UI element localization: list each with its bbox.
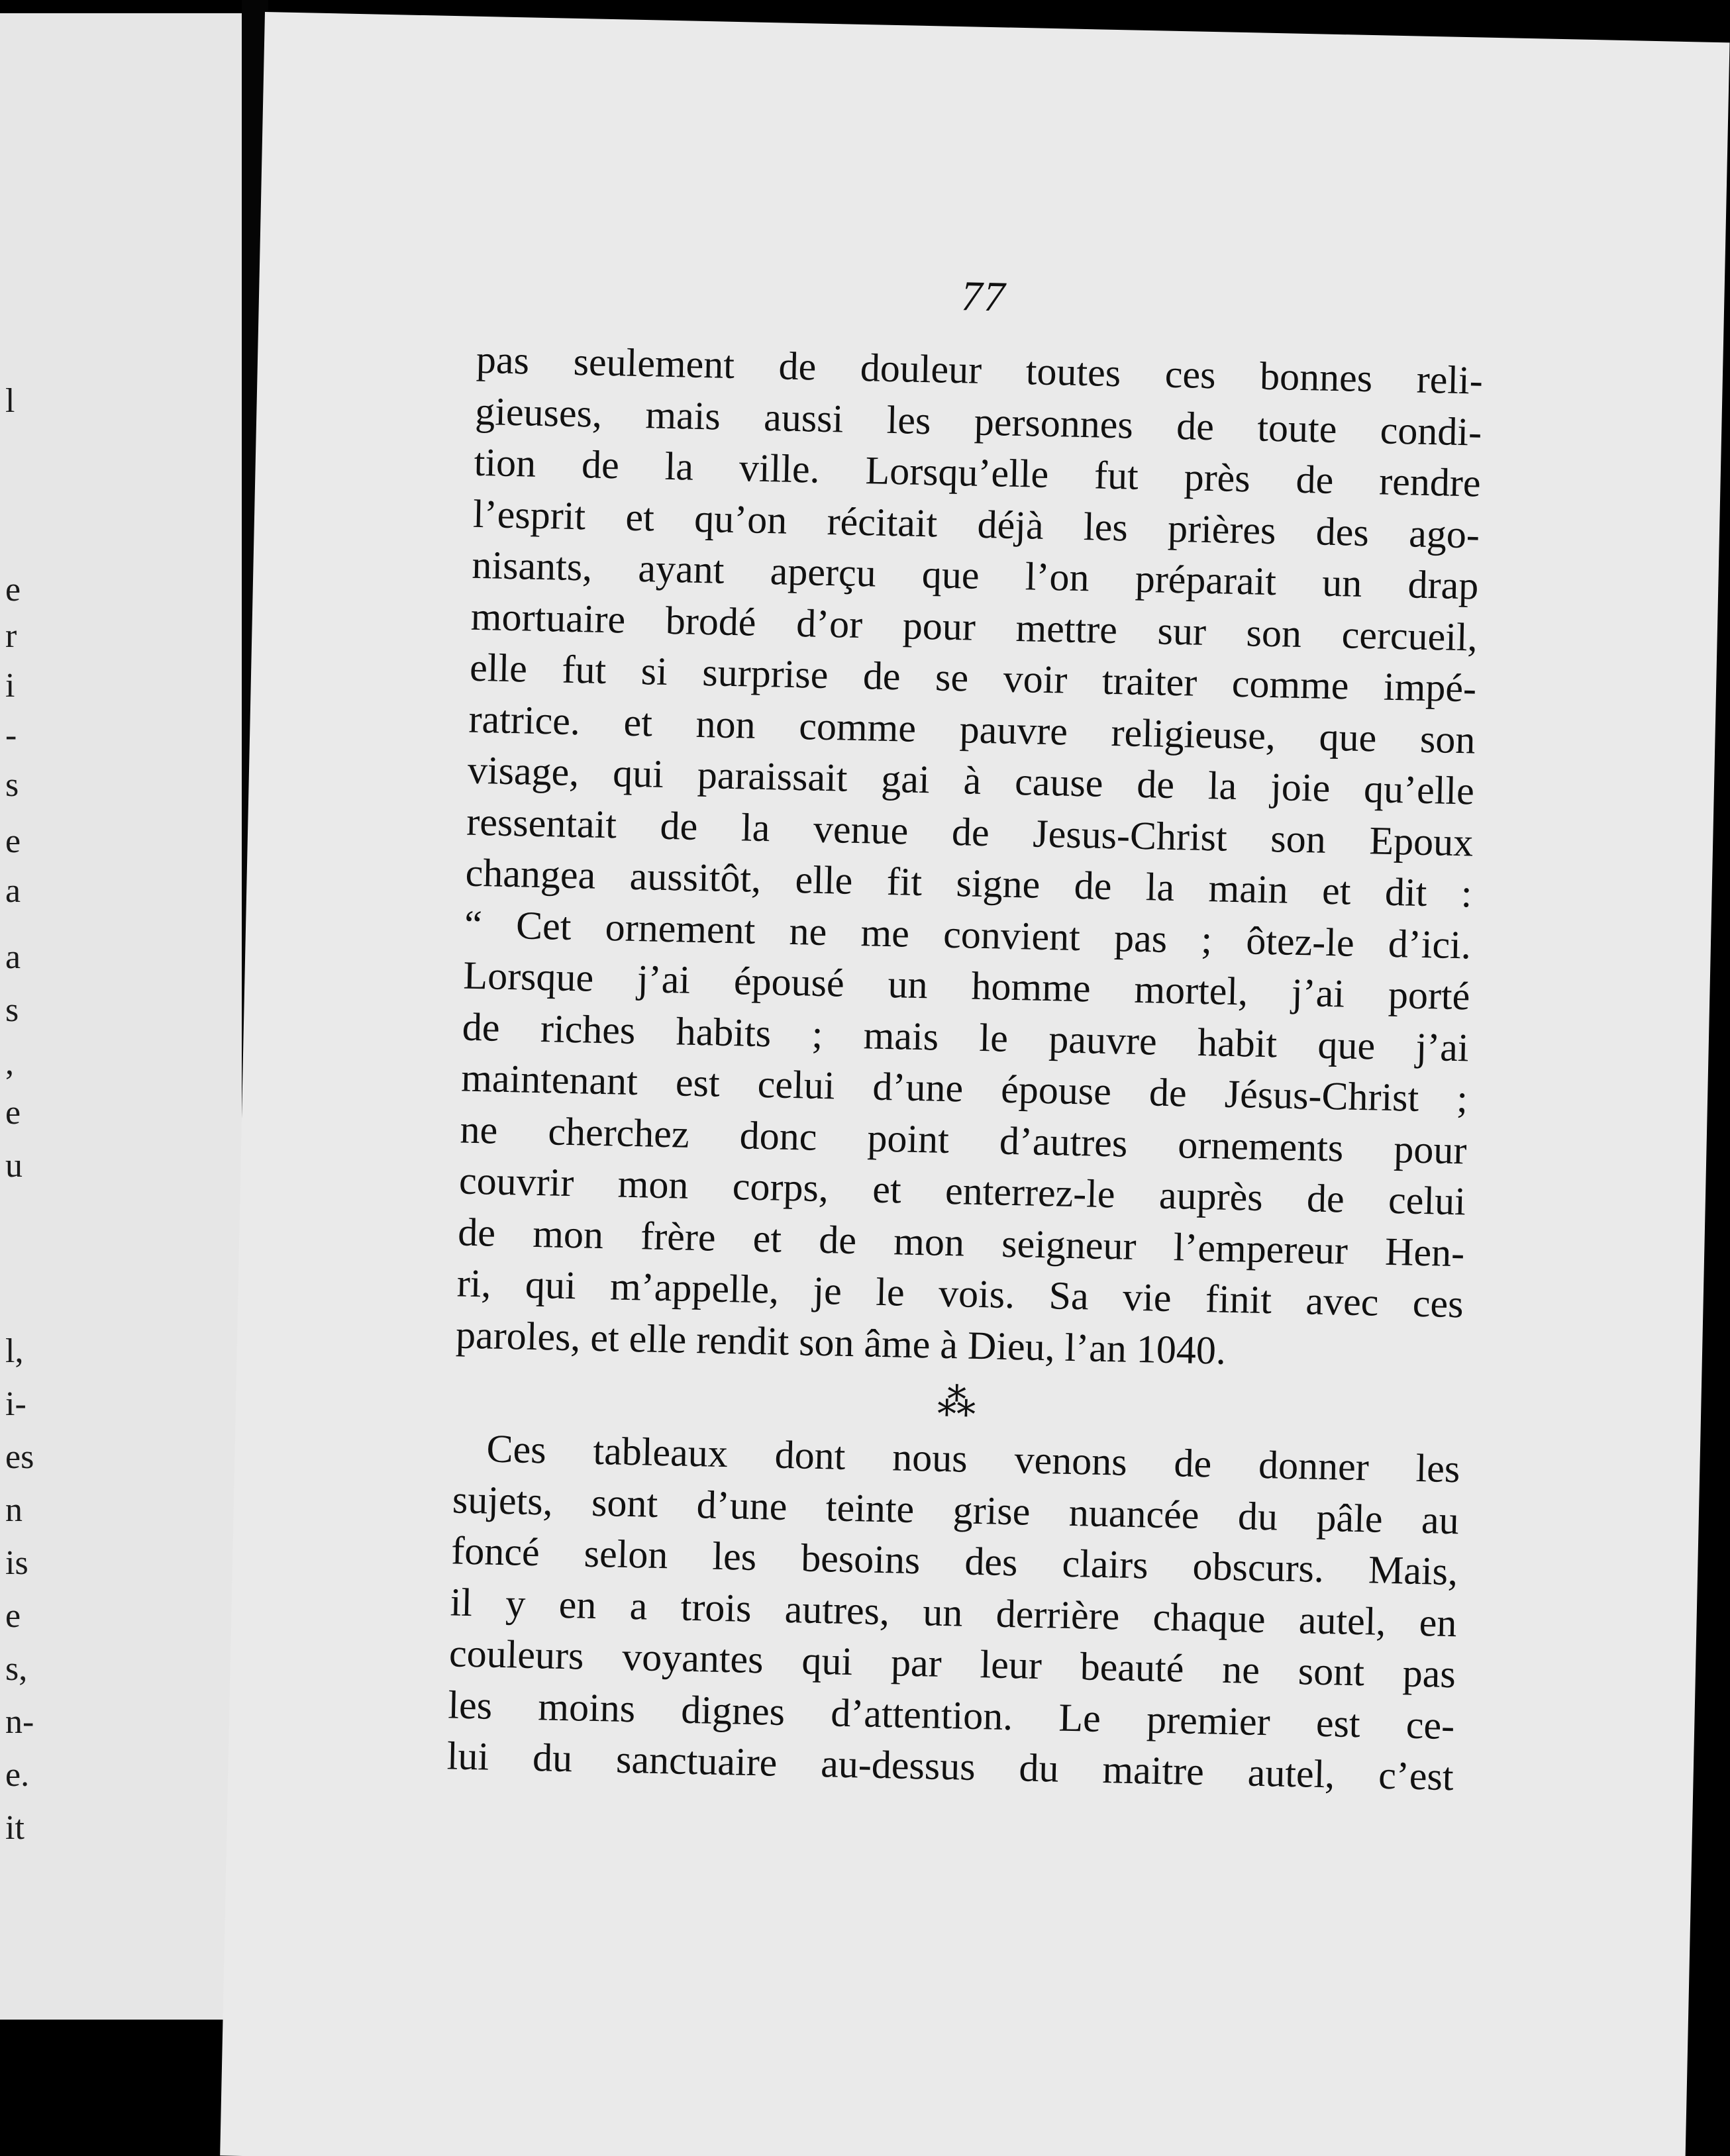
text-line: couvrir mon corps, et enterrez-le auprès de celui [458, 1158, 1466, 1224]
right-page [220, 12, 1729, 2156]
left-page-fragment: u [5, 1147, 23, 1185]
text-line: lui du sanctuaire au-dessus du maitre autel, c’est [446, 1734, 1454, 1799]
text-line: tion de la ville. Lorsqu’elle fut près de rendre [474, 440, 1482, 505]
left-page-edge [0, 13, 242, 2020]
paragraph-2 [446, 1422, 1460, 1802]
text-line: maintenant est celui d’une épouse de Jésus-Christ ; [460, 1055, 1468, 1121]
text-line: gieuses, mais aussi les personnes de toute condi- [474, 389, 1482, 454]
left-page-fragment: r [5, 617, 17, 655]
text-line: les moins dignes d’attention. Le premier est ce- [447, 1682, 1455, 1747]
text-line: mortuaire brodé d’or pour mettre sur son cercueil, [470, 594, 1478, 660]
left-page-fragment: i [5, 667, 15, 705]
left-page-fragment: i- [5, 1385, 26, 1423]
left-page-fragment: , [5, 1044, 14, 1082]
text-line: visage, qui paraissait gai à cause de la joie qu’elle [467, 748, 1475, 813]
page-number: 77 [960, 272, 1007, 320]
text-line: elle fut si surprise de se voir traiter comme impé- [469, 645, 1477, 710]
section-separator: ⁂ [937, 1380, 979, 1425]
left-page-fragment: a [5, 872, 21, 910]
text-line: il y en a trois autres, un derrière chaque autel, en [450, 1579, 1458, 1645]
text-line: Ces tableaux dont nous venons de donner les [485, 1426, 1461, 1491]
left-page-fragment: s [5, 766, 19, 804]
left-page-fragment: n- [5, 1703, 34, 1741]
left-page-fragment: n [5, 1491, 23, 1529]
left-page-fragment: - [5, 716, 17, 754]
text-line: nisants, ayant aperçu que l’on préparait un drap [471, 542, 1479, 608]
page-body [446, 334, 1483, 1803]
text-line: paroles, et elle rendit son âme à Dieu, l’an 1040. [455, 1312, 1227, 1373]
text-line: ri, qui m’appelle, je le vois. Sa vie finit avec ces [456, 1261, 1464, 1326]
left-page-fragment: l [5, 382, 15, 420]
text-line: l’esprit et qu’on récitait déjà les prières des ago- [472, 491, 1480, 557]
text-line: sujets, sont d’une teinte grise nuancée du pâle au [452, 1477, 1460, 1542]
left-page-fragment: s [5, 991, 19, 1029]
text-line: pas seulement de douleur toutes ces bonnes reli- [476, 337, 1484, 403]
text-line: “ Cet ornement ne me convient pas ; ôtez-le d’ici. [464, 902, 1472, 967]
text-line: couleurs voyantes qui par leur beauté ne sont pas [448, 1631, 1456, 1696]
left-page-fragment: a [5, 938, 21, 976]
text-line: ratrice. et non comme pauvre religieuse, que son [468, 697, 1476, 762]
left-page-fragment: e [5, 1597, 21, 1635]
left-page-fragment: e [5, 571, 21, 609]
left-page-fragment: e. [5, 1756, 30, 1794]
left-page-fragment: e [5, 1094, 21, 1132]
left-page-fragment: es [5, 1438, 34, 1476]
text-line: changea aussitôt, elle fit signe de la main et dit : [465, 850, 1473, 916]
paragraph-1 [455, 334, 1483, 1381]
text-line: Lorsque j’ai épousé un homme mortel, j’ai porté [462, 953, 1470, 1018]
text-line: ressentait de la venue de Jesus-Christ son Epoux [466, 799, 1474, 864]
left-page-fragment: l, [5, 1332, 24, 1370]
text-line: ne cherchez donc point d’autres ornements pour [460, 1107, 1468, 1172]
left-page-fragment: s, [5, 1650, 28, 1688]
text-line: de mon frère et de mon seigneur l’empereur Hen- [457, 1210, 1465, 1275]
text-line: de riches habits ; mais le pauvre habit que j’ai [462, 1004, 1470, 1069]
left-page-fragment: e [5, 822, 21, 860]
text-line: foncé selon les besoins des clairs obscurs. Mais, [450, 1528, 1458, 1594]
left-page-fragment: it [5, 1809, 25, 1847]
left-page-fragment: is [5, 1544, 28, 1582]
